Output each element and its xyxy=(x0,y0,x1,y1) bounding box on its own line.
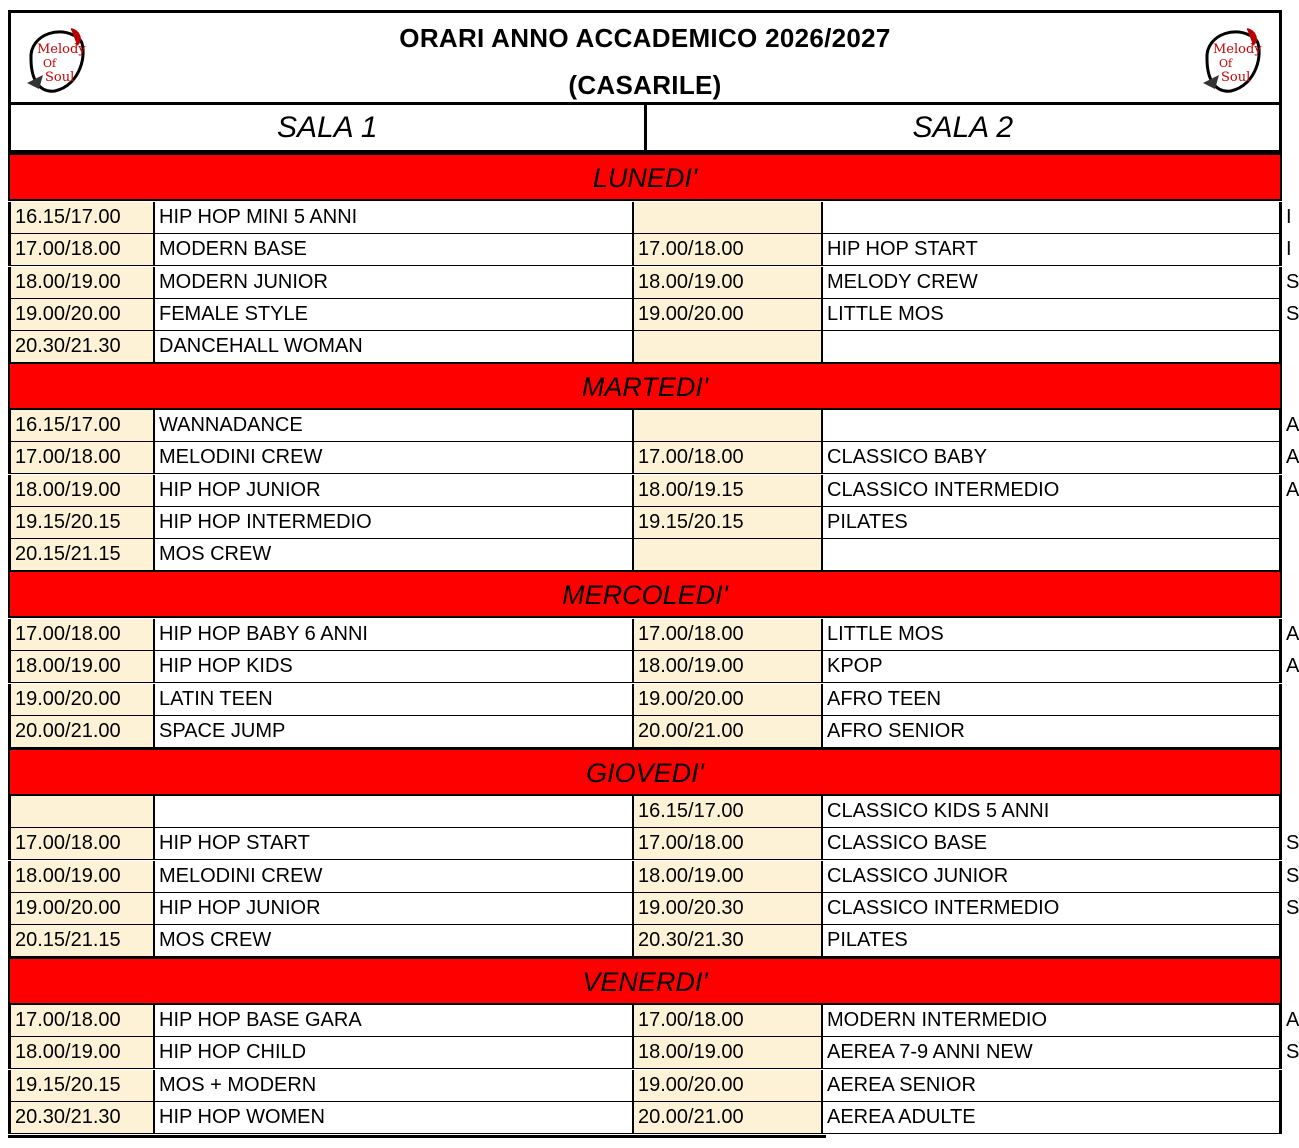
schedule-row xyxy=(8,299,1282,331)
schedule-row xyxy=(8,410,1282,442)
schedule-row xyxy=(8,442,1282,474)
sala1-time-cell: 18.00/19.00 xyxy=(8,861,155,893)
sala1-time-cell: 20.30/21.30 xyxy=(8,331,155,363)
sala1-class-cell: HIP HOP KIDS xyxy=(155,651,634,683)
clipped-edge-text: A xyxy=(1286,1009,1299,1031)
sala1-class-cell: HIP HOP START xyxy=(155,828,634,860)
schedule-row xyxy=(8,539,1282,571)
sala2-class-cell: HIP HOP START xyxy=(823,234,1282,266)
clipped-edge-text: S xyxy=(1286,302,1299,325)
room-header-row xyxy=(8,105,1282,153)
sala2-class-cell xyxy=(823,410,1282,442)
sala1-class-cell: HIP HOP MINI 5 ANNI xyxy=(155,202,634,234)
sala1-class-cell: WANNADANCE xyxy=(155,410,634,442)
schedule-row xyxy=(8,716,1282,748)
schedule-location: (CASARILE) xyxy=(568,70,722,100)
sala2-time-cell: 17.00/18.00 xyxy=(634,442,823,474)
day-band: MARTEDI' xyxy=(8,362,1282,410)
sala2-time-cell xyxy=(634,202,823,234)
sala1-class-cell: MODERN JUNIOR xyxy=(155,267,634,299)
clipped-edge-text: S xyxy=(1286,270,1299,293)
sala1-time-cell: 20.00/21.00 xyxy=(8,716,155,748)
sala1-time-cell: 19.15/20.15 xyxy=(8,1070,155,1102)
sala1-time-cell: 18.00/19.00 xyxy=(8,651,155,683)
sala1-class-cell: MELODINI CREW xyxy=(155,861,634,893)
schedule-row xyxy=(8,1102,1282,1134)
sala2-class-cell: AEREA ADULTE xyxy=(823,1102,1282,1134)
clipped-edge-text: S xyxy=(1286,1041,1299,1064)
sala2-time-cell: 19.00/20.00 xyxy=(634,684,823,716)
sala2-time-cell xyxy=(634,539,823,571)
sala1-class-cell: HIP HOP INTERMEDIO xyxy=(155,507,634,539)
sala2-class-cell: CLASSICO BABY xyxy=(823,442,1282,474)
schedule-row xyxy=(8,267,1282,299)
sala1-class-cell: LATIN TEEN xyxy=(155,684,634,716)
sala1-time-cell: 17.00/18.00 xyxy=(8,619,155,651)
sala1-class-cell: MELODINI CREW xyxy=(155,442,634,474)
sala2-class-cell: MELODY CREW xyxy=(823,267,1282,299)
sala1-class-cell: MOS + MODERN xyxy=(155,1070,634,1102)
room-header-sala-2: SALA 2 xyxy=(912,111,1014,144)
sala1-time-cell: 19.00/20.00 xyxy=(8,299,155,331)
sala1-time-cell: 19.15/20.15 xyxy=(8,507,155,539)
schedule-header xyxy=(8,10,1282,105)
sala2-time-cell: 19.15/20.15 xyxy=(634,507,823,539)
sala1-class-cell: HIP HOP BABY 6 ANNI xyxy=(155,619,634,651)
sala2-class-cell xyxy=(823,331,1282,363)
svg-text:Melody: Melody xyxy=(1213,42,1262,57)
clipped-edge-text: A xyxy=(1286,478,1299,501)
day-band: LUNEDI' xyxy=(8,153,1282,201)
sala2-class-cell: LITTLE MOS xyxy=(823,619,1282,651)
clipped-edge-text: I xyxy=(1286,238,1292,261)
sala1-time-cell: 16.15/17.00 xyxy=(8,410,155,442)
schedule-row xyxy=(8,893,1282,925)
sala2-class-cell: AEREA 7-9 ANNI NEW xyxy=(823,1037,1282,1069)
schedule-row xyxy=(8,234,1282,266)
sala1-class-cell: MOS CREW xyxy=(155,925,634,957)
schedule-row xyxy=(8,475,1282,507)
clipped-edge-text: S xyxy=(1286,832,1299,855)
sala1-class-cell: HIP HOP JUNIOR xyxy=(155,893,634,925)
sala1-class-cell: HIP HOP WOMEN xyxy=(155,1102,634,1134)
sala2-time-cell: 20.00/21.00 xyxy=(634,1102,823,1134)
sala1-time-cell: 20.30/21.30 xyxy=(8,1102,155,1134)
sala2-time-cell: 20.00/21.00 xyxy=(634,716,823,748)
sala1-time-cell: 18.00/19.00 xyxy=(8,1037,155,1069)
clipped-edge-text: A xyxy=(1286,655,1299,678)
sala2-time-cell: 18.00/19.00 xyxy=(634,267,823,299)
sala2-time-cell: 17.00/18.00 xyxy=(634,234,823,266)
svg-text:Soul: Soul xyxy=(1221,70,1251,85)
sala1-time-cell: 18.00/19.00 xyxy=(8,475,155,507)
sala1-class-cell: HIP HOP JUNIOR xyxy=(155,475,634,507)
clipped-edge-text: A xyxy=(1286,446,1299,469)
schedule-row xyxy=(8,202,1282,234)
sala1-time-cell: 20.15/21.15 xyxy=(8,539,155,571)
sala2-time-cell xyxy=(634,410,823,442)
sala1-time-cell: 18.00/19.00 xyxy=(8,267,155,299)
day-band: MERCOLEDI' xyxy=(8,570,1282,618)
room-header-sala-1: SALA 1 xyxy=(11,105,647,150)
sala1-class-cell: FEMALE STYLE xyxy=(155,299,634,331)
clipped-edge-text: I xyxy=(1286,206,1292,228)
table-bottom-border xyxy=(8,1135,826,1138)
sala1-class-cell: MODERN BASE xyxy=(155,234,634,266)
sala1-class-cell: MOS CREW xyxy=(155,539,634,571)
sala2-class-cell: LITTLE MOS xyxy=(823,299,1282,331)
schedule-row xyxy=(8,684,1282,716)
sala2-time-cell: 19.00/20.00 xyxy=(634,1070,823,1102)
schedule-row xyxy=(8,331,1282,363)
svg-text:Soul: Soul xyxy=(45,70,75,85)
schedule-row xyxy=(8,925,1282,957)
sala1-class-cell: HIP HOP CHILD xyxy=(155,1037,634,1069)
svg-text:Of: Of xyxy=(1219,57,1233,70)
sala2-class-cell: CLASSICO JUNIOR xyxy=(823,861,1282,893)
sala1-time-cell: 17.00/18.00 xyxy=(8,1005,155,1037)
schedule-row xyxy=(8,861,1282,893)
sala2-class-cell: CLASSICO INTERMEDIO xyxy=(823,475,1282,507)
clipped-edge-text: S xyxy=(1286,864,1299,887)
sala2-class-cell: AEREA SENIOR xyxy=(823,1070,1282,1102)
melody-of-soul-logo xyxy=(1197,19,1265,99)
sala1-class-cell: DANCEHALL WOMAN xyxy=(155,331,634,363)
schedule-row xyxy=(8,619,1282,651)
sala2-time-cell: 19.00/20.00 xyxy=(634,299,823,331)
sala2-time-cell: 17.00/18.00 xyxy=(634,1005,823,1037)
sala2-class-cell: MODERN INTERMEDIO xyxy=(823,1005,1282,1037)
sala1-class-cell xyxy=(155,796,634,828)
schedule-row xyxy=(8,507,1282,539)
sala1-time-cell xyxy=(8,796,155,828)
schedule-row xyxy=(8,1005,1282,1037)
sala2-time-cell: 17.00/18.00 xyxy=(634,619,823,651)
sala1-time-cell: 20.15/21.15 xyxy=(8,925,155,957)
day-band: GIOVEDI' xyxy=(8,748,1282,796)
sala1-time-cell: 17.00/18.00 xyxy=(8,234,155,266)
sala2-class-cell xyxy=(823,202,1282,234)
sala2-class-cell: PILATES xyxy=(823,507,1282,539)
sala2-class-cell: CLASSICO INTERMEDIO xyxy=(823,893,1282,925)
sala1-time-cell: 19.00/20.00 xyxy=(8,684,155,716)
schedule-row xyxy=(8,796,1282,828)
clipped-edge-text: A xyxy=(1286,414,1299,436)
sala1-class-cell: HIP HOP BASE GARA xyxy=(155,1005,634,1037)
sala2-time-cell: 20.30/21.30 xyxy=(634,925,823,957)
sala1-time-cell: 16.15/17.00 xyxy=(8,202,155,234)
sala2-class-cell: CLASSICO KIDS 5 ANNI xyxy=(823,796,1282,828)
sala2-class-cell xyxy=(823,539,1282,571)
schedule-row xyxy=(8,651,1282,683)
sala2-time-cell: 19.00/20.30 xyxy=(634,893,823,925)
sala2-class-cell: AFRO TEEN xyxy=(823,684,1282,716)
sala2-class-cell: AFRO SENIOR xyxy=(823,716,1282,748)
clipped-edge-text: A xyxy=(1286,623,1299,645)
sala2-class-cell: KPOP xyxy=(823,651,1282,683)
sala2-time-cell: 18.00/19.00 xyxy=(634,651,823,683)
day-band: VENERDI' xyxy=(8,957,1282,1005)
sala2-time-cell: 17.00/18.00 xyxy=(634,828,823,860)
schedule-row xyxy=(8,828,1282,860)
clipped-edge-text: S xyxy=(1286,896,1299,919)
sala2-time-cell: 18.00/19.00 xyxy=(634,861,823,893)
schedule-row xyxy=(8,1070,1282,1102)
sala2-class-cell: PILATES xyxy=(823,925,1282,957)
sala1-time-cell: 19.00/20.00 xyxy=(8,893,155,925)
sala2-time-cell: 18.00/19.15 xyxy=(634,475,823,507)
sala1-class-cell: SPACE JUMP xyxy=(155,716,634,748)
sala1-time-cell: 17.00/18.00 xyxy=(8,442,155,474)
sala2-time-cell: 18.00/19.00 xyxy=(634,1037,823,1069)
schedule-title: ORARI ANNO ACCADEMICO 2026/2027 xyxy=(399,23,891,53)
svg-text:Of: Of xyxy=(43,57,57,70)
sala2-class-cell: CLASSICO BASE xyxy=(823,828,1282,860)
svg-text:Melody: Melody xyxy=(37,42,86,57)
sala2-time-cell xyxy=(634,331,823,363)
sala1-time-cell: 17.00/18.00 xyxy=(8,828,155,860)
schedule-row xyxy=(8,1037,1282,1069)
sala2-time-cell: 16.15/17.00 xyxy=(634,796,823,828)
